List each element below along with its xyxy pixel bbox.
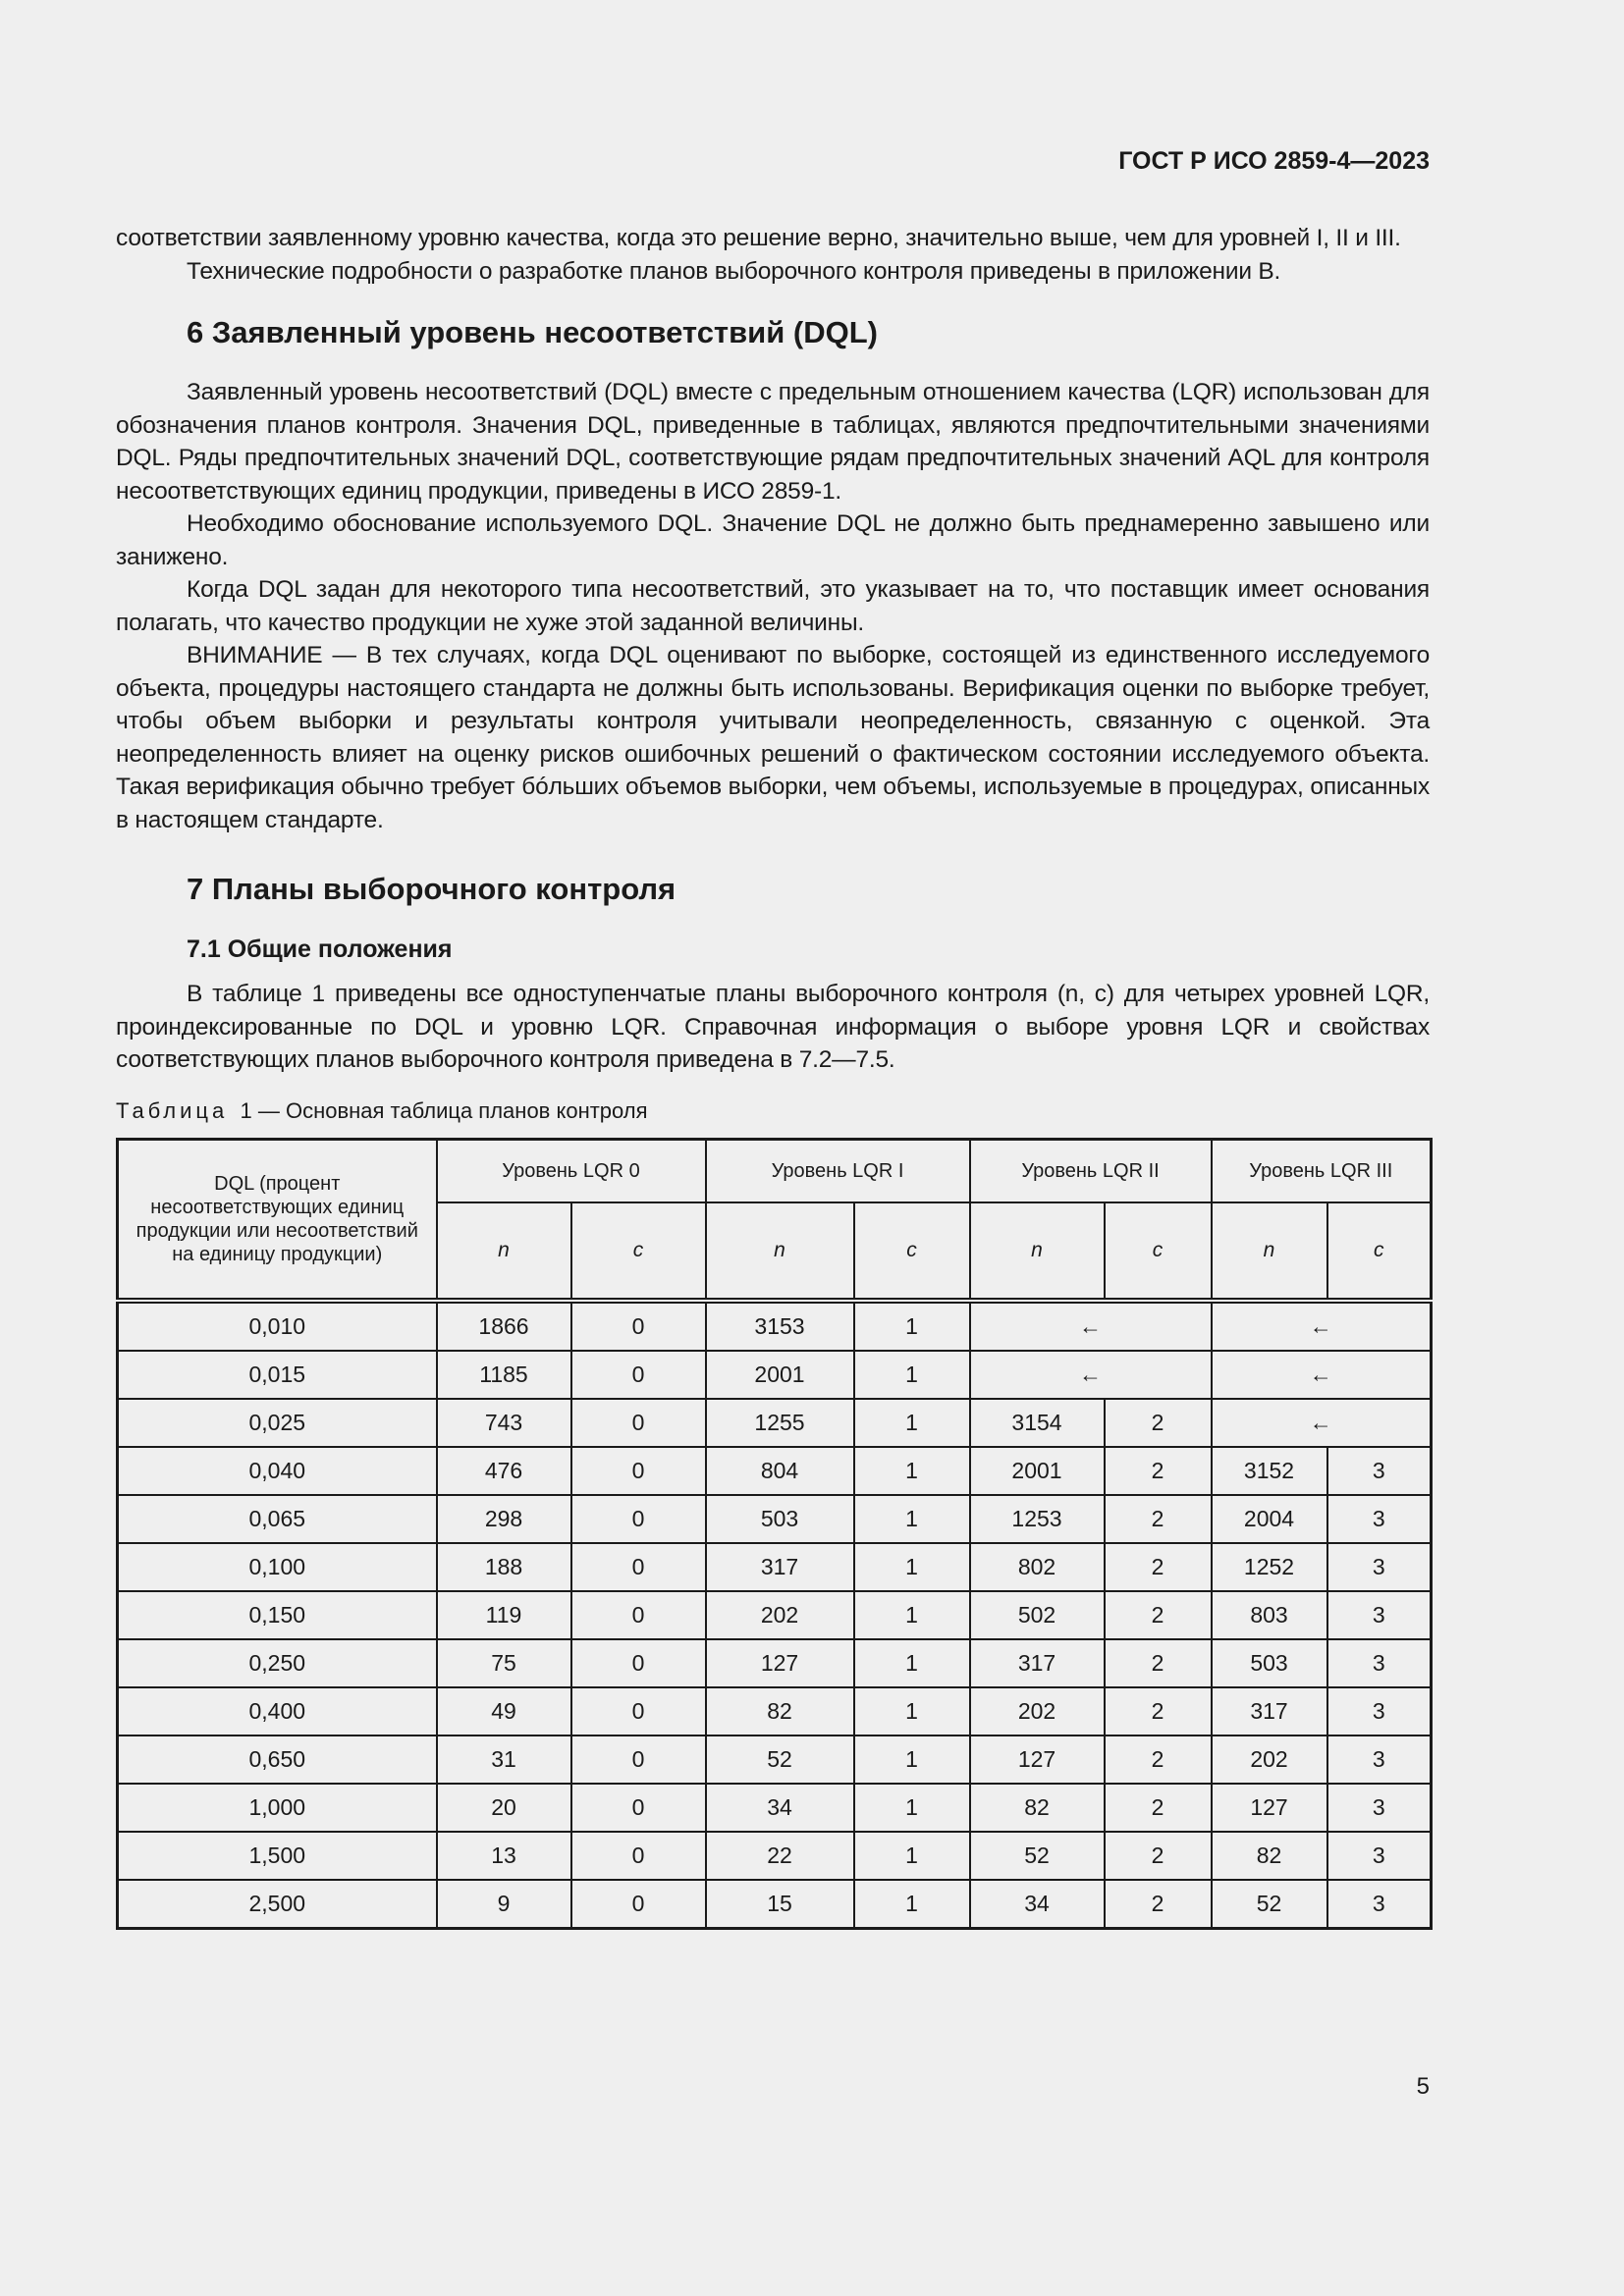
paragraph: Необходимо обоснование используемого DQL. Значение DQL не должно быть преднамеренно завышено или занижено. bbox=[116, 510, 1430, 570]
sample-size-cell: 127 bbox=[970, 1735, 1105, 1784]
dql-cell: 0,025 bbox=[118, 1399, 437, 1447]
section-7-heading: 7 Планы выборочного контроля bbox=[187, 872, 677, 906]
acceptance-number-cell: 3 bbox=[1327, 1880, 1432, 1929]
sample-size-cell: 802 bbox=[970, 1543, 1105, 1591]
table-row bbox=[118, 1543, 1432, 1591]
acceptance-number-header: c bbox=[1327, 1202, 1432, 1301]
dql-cell: 0,100 bbox=[118, 1543, 437, 1591]
acceptance-number-cell: 1 bbox=[854, 1495, 970, 1543]
dql-cell: 0,010 bbox=[118, 1301, 437, 1351]
paragraph: В таблице 1 приведены все одноступенчатые планы выборочного контроля (n, c) для четырех уровней LQR, проиндексированные по DQL и уровню LQR. Справочная информация о выборе уровня LQR и свойствах соответствующих планов выборочного контроля приведена в 7.2—7.5. bbox=[116, 981, 1430, 1073]
paragraph: Когда DQL задан для некоторого типа несоответствий, это указывает на то, что поставщик имеет основания полагать, что качество продукции не хуже этой заданной величины. bbox=[116, 576, 1430, 636]
acceptance-number-cell: 0 bbox=[571, 1543, 706, 1591]
sample-size-header: n bbox=[970, 1202, 1105, 1301]
sample-size-cell: 503 bbox=[706, 1495, 854, 1543]
sample-size-cell: 52 bbox=[970, 1832, 1105, 1880]
level-header: Уровень LQR III bbox=[1212, 1139, 1432, 1202]
arrow-left-icon: ← bbox=[1212, 1399, 1432, 1447]
acceptance-number-cell: 1 bbox=[854, 1591, 970, 1639]
acceptance-number-cell: 2 bbox=[1105, 1591, 1212, 1639]
acceptance-number-cell: 3 bbox=[1327, 1495, 1432, 1543]
dql-cell: 0,400 bbox=[118, 1687, 437, 1735]
acceptance-number-cell: 3 bbox=[1327, 1543, 1432, 1591]
sample-size-cell: 202 bbox=[706, 1591, 854, 1639]
acceptance-number-cell: 2 bbox=[1105, 1880, 1212, 1929]
arrow-left-icon: ← bbox=[970, 1301, 1212, 1351]
acceptance-number-cell: 3 bbox=[1327, 1735, 1432, 1784]
acceptance-number-cell: 0 bbox=[571, 1301, 706, 1351]
level-header: Уровень LQR I bbox=[706, 1139, 970, 1202]
sample-size-cell: 3154 bbox=[970, 1399, 1105, 1447]
sample-size-cell: 2004 bbox=[1212, 1495, 1327, 1543]
sample-size-cell: 75 bbox=[437, 1639, 571, 1687]
acceptance-number-cell: 0 bbox=[571, 1687, 706, 1735]
acceptance-number-cell: 2 bbox=[1105, 1495, 1212, 1543]
acceptance-number-cell: 2 bbox=[1105, 1687, 1212, 1735]
sample-size-cell: 15 bbox=[706, 1880, 854, 1929]
sample-size-cell: 82 bbox=[706, 1687, 854, 1735]
level-header: Уровень LQR II bbox=[970, 1139, 1212, 1202]
acceptance-number-cell: 3 bbox=[1327, 1591, 1432, 1639]
acceptance-number-cell: 0 bbox=[571, 1639, 706, 1687]
acceptance-number-cell: 2 bbox=[1105, 1735, 1212, 1784]
acceptance-number-cell: 0 bbox=[571, 1351, 706, 1399]
arrow-left-icon: ← bbox=[1212, 1301, 1432, 1351]
sample-size-cell: 2001 bbox=[706, 1351, 854, 1399]
dql-cell: 0,650 bbox=[118, 1735, 437, 1784]
dql-cell: 0,250 bbox=[118, 1639, 437, 1687]
acceptance-number-cell: 0 bbox=[571, 1784, 706, 1832]
acceptance-number-cell: 0 bbox=[571, 1591, 706, 1639]
sample-size-cell: 34 bbox=[970, 1880, 1105, 1929]
arrow-left-icon: ← bbox=[1212, 1351, 1432, 1399]
table-row bbox=[118, 1784, 1432, 1832]
sample-size-header: n bbox=[1212, 1202, 1327, 1301]
sample-size-cell: 3153 bbox=[706, 1301, 854, 1351]
table-row bbox=[118, 1735, 1432, 1784]
table-row bbox=[118, 1351, 1432, 1399]
sample-size-cell: 1255 bbox=[706, 1399, 854, 1447]
sample-size-cell: 803 bbox=[1212, 1591, 1327, 1639]
sample-size-header: n bbox=[437, 1202, 571, 1301]
table-row bbox=[118, 1639, 1432, 1687]
dql-cell: 0,065 bbox=[118, 1495, 437, 1543]
acceptance-number-cell: 0 bbox=[571, 1735, 706, 1784]
table-row bbox=[118, 1399, 1432, 1447]
paragraph: ВНИМАНИЕ — В тех случаях, когда DQL оценивают по выборке, состоящей из единственного исследуемого объекта, процедуры настоящего стандарта не должны быть использованы. Верификация оценки по выборке требует, чтобы объем выборки и результаты контроля учитывали неопределенность, связанную с оценкой. Эта неопределенность влияет на оценку рисков ошибочных решений о фактическом состоянии исследуемого объекта. Такая верификация обычно требует бóльших объемов выборки, чем объемы, используемые в процедурах, описанных в настоящем стандарте. bbox=[116, 642, 1430, 833]
level-header: Уровень LQR 0 bbox=[437, 1139, 706, 1202]
paragraph: соответствии заявленному уровню качества, когда это решение верно, значительно выше, чем для уровней I, II и III. bbox=[116, 225, 1401, 251]
acceptance-number-cell: 0 bbox=[571, 1447, 706, 1495]
acceptance-number-cell: 2 bbox=[1105, 1543, 1212, 1591]
acceptance-number-cell: 2 bbox=[1105, 1639, 1212, 1687]
arrow-left-icon: ← bbox=[970, 1351, 1212, 1399]
sample-size-cell: 503 bbox=[1212, 1639, 1327, 1687]
acceptance-number-cell: 1 bbox=[854, 1687, 970, 1735]
sample-size-cell: 2001 bbox=[970, 1447, 1105, 1495]
sample-size-cell: 202 bbox=[970, 1687, 1105, 1735]
acceptance-number-cell: 1 bbox=[854, 1351, 970, 1399]
sample-size-cell: 119 bbox=[437, 1591, 571, 1639]
sample-size-cell: 1252 bbox=[1212, 1543, 1327, 1591]
acceptance-number-cell: 1 bbox=[854, 1543, 970, 1591]
dql-cell: 0,015 bbox=[118, 1351, 437, 1399]
paragraph: Технические подробности о разработке планов выборочного контроля приведены в приложении В. bbox=[187, 257, 1281, 285]
table-row bbox=[118, 1880, 1432, 1929]
table-caption bbox=[116, 1098, 1430, 1124]
table-row bbox=[118, 1495, 1432, 1543]
sample-size-cell: 188 bbox=[437, 1543, 571, 1591]
acceptance-number-cell: 2 bbox=[1105, 1447, 1212, 1495]
acceptance-number-header: c bbox=[1105, 1202, 1212, 1301]
sample-size-cell: 1866 bbox=[437, 1301, 571, 1351]
sample-size-cell: 22 bbox=[706, 1832, 854, 1880]
sample-size-cell: 743 bbox=[437, 1399, 571, 1447]
sample-size-cell: 476 bbox=[437, 1447, 571, 1495]
sample-size-cell: 82 bbox=[1212, 1832, 1327, 1880]
sample-size-cell: 31 bbox=[437, 1735, 571, 1784]
document-id-header: ГОСТ Р ИСО 2859-4—2023 bbox=[1118, 147, 1430, 175]
acceptance-number-cell: 1 bbox=[854, 1399, 970, 1447]
dql-cell: 1,000 bbox=[118, 1784, 437, 1832]
sample-size-cell: 52 bbox=[1212, 1880, 1327, 1929]
sample-size-cell: 127 bbox=[1212, 1784, 1327, 1832]
sample-size-cell: 1253 bbox=[970, 1495, 1105, 1543]
sample-size-cell: 804 bbox=[706, 1447, 854, 1495]
acceptance-number-header: c bbox=[571, 1202, 706, 1301]
acceptance-number-cell: 1 bbox=[854, 1447, 970, 1495]
sampling-plans-table bbox=[116, 1138, 1433, 1930]
acceptance-number-cell: 0 bbox=[571, 1495, 706, 1543]
acceptance-number-cell: 0 bbox=[571, 1880, 706, 1929]
acceptance-number-cell: 3 bbox=[1327, 1832, 1432, 1880]
acceptance-number-header: c bbox=[854, 1202, 970, 1301]
acceptance-number-cell: 3 bbox=[1327, 1687, 1432, 1735]
acceptance-number-cell: 3 bbox=[1327, 1784, 1432, 1832]
sample-size-cell: 127 bbox=[706, 1639, 854, 1687]
acceptance-number-cell: 0 bbox=[571, 1832, 706, 1880]
page-content bbox=[116, 222, 1430, 1930]
table-row bbox=[118, 1832, 1432, 1880]
table-row bbox=[118, 1447, 1432, 1495]
acceptance-number-cell: 3 bbox=[1327, 1447, 1432, 1495]
sample-size-cell: 317 bbox=[970, 1639, 1105, 1687]
table-caption-text: 1 — Основная таблица планов контроля bbox=[240, 1097, 648, 1123]
sample-size-cell: 298 bbox=[437, 1495, 571, 1543]
sample-size-cell: 202 bbox=[1212, 1735, 1327, 1784]
sample-size-cell: 317 bbox=[1212, 1687, 1327, 1735]
acceptance-number-cell: 1 bbox=[854, 1784, 970, 1832]
dql-cell: 0,150 bbox=[118, 1591, 437, 1639]
sample-size-header: n bbox=[706, 1202, 854, 1301]
acceptance-number-cell: 1 bbox=[854, 1735, 970, 1784]
table-row bbox=[118, 1687, 1432, 1735]
dql-cell: 0,040 bbox=[118, 1447, 437, 1495]
paragraph: Заявленный уровень несоответствий (DQL) вместе с предельным отношением качества (LQR) использован для обозначения планов контроля. Значения DQL, приведенные в таблицах, являются предпочтительными значениями DQL. Ряды предпочтительных значений DQL, соответствующие рядам предпочтительных значений AQL для контроля несоответствующих единиц продукции, приведены в ИСО 2859-1. bbox=[116, 379, 1430, 505]
acceptance-number-cell: 0 bbox=[571, 1399, 706, 1447]
sample-size-cell: 13 bbox=[437, 1832, 571, 1880]
acceptance-number-cell: 1 bbox=[854, 1880, 970, 1929]
sample-size-cell: 52 bbox=[706, 1735, 854, 1784]
section-6-heading: 6 Заявленный уровень несоответствий (DQL) bbox=[187, 315, 878, 349]
sample-size-cell: 1185 bbox=[437, 1351, 571, 1399]
acceptance-number-cell: 1 bbox=[854, 1639, 970, 1687]
acceptance-number-cell: 2 bbox=[1105, 1784, 1212, 1832]
acceptance-number-cell: 2 bbox=[1105, 1832, 1212, 1880]
table-caption-label: Таблица bbox=[116, 1097, 229, 1123]
sample-size-cell: 20 bbox=[437, 1784, 571, 1832]
sample-size-cell: 502 bbox=[970, 1591, 1105, 1639]
acceptance-number-cell: 1 bbox=[854, 1832, 970, 1880]
subsection-7-1-heading: 7.1 Общие положения bbox=[187, 935, 453, 963]
sample-size-cell: 82 bbox=[970, 1784, 1105, 1832]
dql-column-header: DQL (процент несоответствующих единиц продукции или несоответствий на единицу продукции) bbox=[118, 1139, 437, 1301]
page-number: 5 bbox=[1416, 2073, 1430, 2100]
acceptance-number-cell: 2 bbox=[1105, 1399, 1212, 1447]
sample-size-cell: 49 bbox=[437, 1687, 571, 1735]
dql-cell: 1,500 bbox=[118, 1832, 437, 1880]
sample-size-cell: 9 bbox=[437, 1880, 571, 1929]
table-row bbox=[118, 1591, 1432, 1639]
acceptance-number-cell: 1 bbox=[854, 1301, 970, 1351]
table-row bbox=[118, 1301, 1432, 1351]
sample-size-cell: 34 bbox=[706, 1784, 854, 1832]
sample-size-cell: 317 bbox=[706, 1543, 854, 1591]
dql-cell: 2,500 bbox=[118, 1880, 437, 1929]
sample-size-cell: 3152 bbox=[1212, 1447, 1327, 1495]
acceptance-number-cell: 3 bbox=[1327, 1639, 1432, 1687]
